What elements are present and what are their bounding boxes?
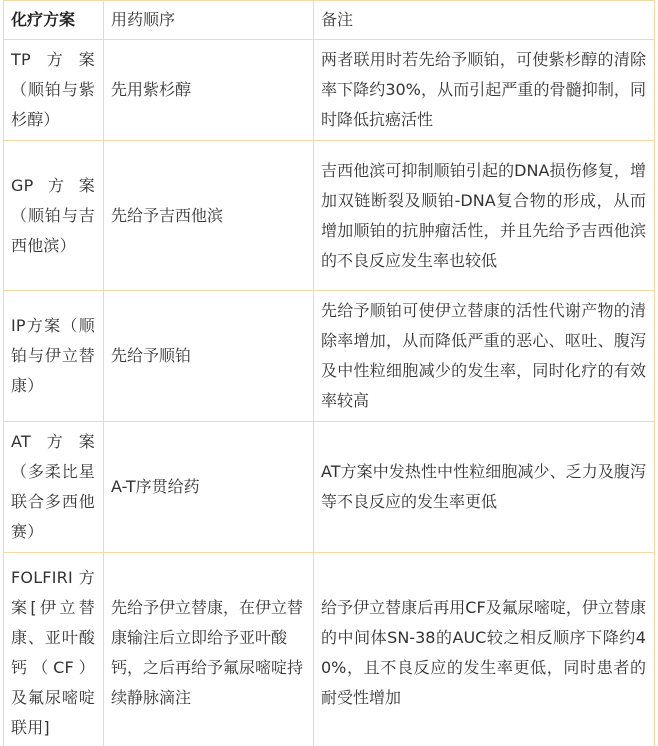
cell-note: 两者联用时若先给予顺铂，可使紫杉醇的清除率下降约30%，从而引起严重的骨髓抑制，同时降低抗癌活性 — [314, 40, 655, 141]
table-row — [4, 40, 655, 141]
cell-scheme: GP方案（顺铂与吉西他滨） — [4, 141, 104, 291]
cell-note: 先给予顺铂可使伊立替康的活性代谢产物的清除率增加，从而降低严重的恶心、呕吐、腹泻及中性粒细胞减少的发生率，同时化疗的有效率较高 — [314, 291, 655, 422]
table-row — [4, 553, 655, 746]
table-header-row — [4, 1, 655, 40]
table-row — [4, 291, 655, 422]
cell-order: 先给予吉西他滨 — [104, 141, 314, 291]
header-scheme: 化疗方案 — [4, 1, 104, 40]
header-note: 备注 — [314, 1, 655, 40]
cell-scheme: TP方案（顺铂与紫杉醇） — [4, 40, 104, 141]
cell-order: 先给予伊立替康，在伊立替康输注后立即给予亚叶酸钙，之后再给予氟尿嘧啶持续静脉滴注 — [104, 553, 314, 746]
cell-order: 先用紫杉醇 — [104, 40, 314, 141]
cell-scheme: IP方案（顺铂与伊立替康） — [4, 291, 104, 422]
chemo-sequence-table — [3, 0, 655, 746]
table-row — [4, 422, 655, 553]
cell-note: 给予伊立替康后再用CF及氟尿嘧啶，伊立替康的中间体SN-38的AUC较之相反顺序下降约40%，且不良反应的发生率更低，同时患者的耐受性增加 — [314, 553, 655, 746]
cell-scheme: AT方案（多柔比星联合多西他赛） — [4, 422, 104, 553]
cell-scheme: FOLFIRI方案[伊立替康、亚叶酸钙（CF）及氟尿嘧啶联用] — [4, 553, 104, 746]
cell-order: 先给予顺铂 — [104, 291, 314, 422]
cell-note: AT方案中发热性中性粒细胞减少、乏力及腹泻等不良反应的发生率更低 — [314, 422, 655, 553]
table-row — [4, 141, 655, 291]
cell-note: 吉西他滨可抑制顺铂引起的DNA损伤修复，增加双链断裂及顺铂-DNA复合物的形成，从而增加顺铂的抗肿瘤活性，并且先给予吉西他滨的不良反应发生率也较低 — [314, 141, 655, 291]
header-order: 用药顺序 — [104, 1, 314, 40]
cell-order: A-T序贯给药 — [104, 422, 314, 553]
